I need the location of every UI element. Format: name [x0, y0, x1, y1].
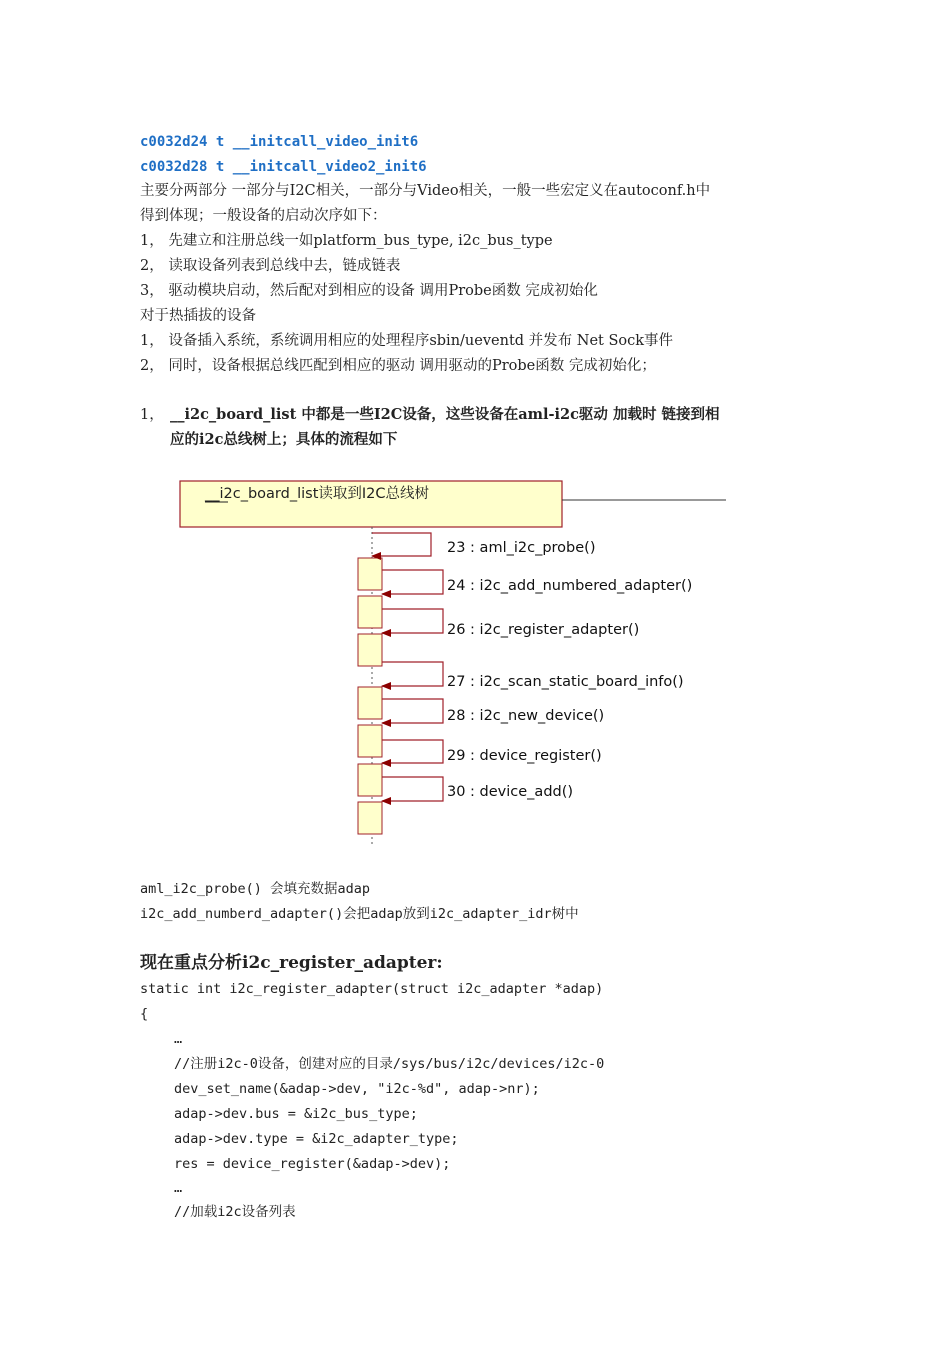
- activation-box-7: [358, 802, 382, 834]
- board-list-line-1: __i2c_board_list 中都是一些I2C设备，这些设备在aml-i2c驱动 加载时 链接到相: [170, 406, 720, 423]
- call-arrow-26: [382, 609, 443, 633]
- code-dev-set-name: dev_set_name(&adap->dev, "i2c-%d", adap->nr);: [174, 1081, 540, 1097]
- activation-box-6: [358, 764, 382, 796]
- call-arrow-30: [382, 777, 443, 801]
- code-device-register: res = device_register(&adap->dev);: [174, 1156, 451, 1172]
- board-list-number: 1，: [140, 407, 164, 423]
- step-label-30: 30 : device_add(): [447, 784, 574, 800]
- intro-line-2: 得到体现；一般设备的启动次序如下：: [140, 208, 387, 224]
- activation-box-2: [358, 596, 382, 628]
- hotplug-step-1: 1， 设备插入系统，系统调用相应的处理程序sbin/ueventd 并发布 Net Sock事件: [140, 333, 674, 349]
- startup-step-1: 1， 先建立和注册总线一如platform_bus_type, i2c_bus_type: [140, 233, 553, 249]
- activation-box-4: [358, 687, 382, 719]
- code-dev-type: adap->dev.type = &i2c_adapter_type;: [174, 1131, 459, 1147]
- call-arrow-23: [372, 533, 431, 556]
- call-arrow-28: [382, 699, 443, 723]
- analysis-heading: 现在重点分析i2c_register_adapter:: [140, 953, 443, 973]
- code-ellipsis-1: …: [174, 1031, 183, 1047]
- call-arrow-27: [382, 662, 443, 686]
- call-arrow-29: [382, 740, 443, 763]
- code-comment-load: //加载i2c设备列表: [174, 1204, 296, 1220]
- code-signature: static int i2c_register_adapter(struct i2c_adapter *adap): [140, 981, 604, 997]
- step-label-24: 24 : i2c_add_numbered_adapter(): [447, 578, 693, 594]
- startup-step-3: 3， 驱动模块启动，然后配对到相应的设备 调用Probe函数 完成初始化: [140, 283, 598, 299]
- code-comment-register: //注册i2c-0设备，创建对应的目录/sys/bus/i2c/devices/i2c-0: [174, 1056, 605, 1072]
- code-ellipsis-2: …: [174, 1180, 183, 1196]
- step-label-23: 23 : aml_i2c_probe(): [447, 540, 596, 556]
- code-open-brace: {: [140, 1006, 149, 1022]
- step-label-28: 28 : i2c_new_device(): [447, 708, 605, 724]
- initcall-line-2: c0032d28 t __initcall_video2_init6: [140, 159, 427, 175]
- diagram-title: __i2c_board_list读取到I2C总线树: [205, 486, 430, 502]
- initcall-line-1: c0032d24 t __initcall_video_init6: [140, 134, 419, 150]
- startup-step-2: 2， 读取设备列表到总线中去，链成链表: [140, 258, 401, 274]
- code-dev-bus: adap->dev.bus = &i2c_bus_type;: [174, 1106, 418, 1122]
- step-label-29: 29 : device_register(): [447, 748, 602, 764]
- board-list-line-2: 应的i2c总线树上；具体的流程如下: [170, 431, 398, 448]
- activation-box-3: [358, 634, 382, 666]
- intro-line-1: 主要分两部分 一部分与I2C相关，一部分与Video相关，一般一些宏定义在autoconf.h中: [140, 183, 711, 199]
- hotplug-title: 对于热插拔的设备: [140, 308, 256, 324]
- step-label-27: 27 : i2c_scan_static_board_info(): [447, 674, 684, 690]
- activation-box-1: [358, 558, 382, 590]
- note-numbered-adapter: i2c_add_numberd_adapter()会把adap放到i2c_adapter_idr树中: [140, 906, 579, 922]
- call-arrow-24: [382, 570, 443, 594]
- hotplug-step-2: 2， 同时，设备根据总线匹配到相应的驱动 调用驱动的Probe函数 完成初始化；: [140, 358, 656, 374]
- note-probe: aml_i2c_probe() 会填充数据adap: [140, 881, 371, 897]
- step-label-26: 26 : i2c_register_adapter(): [447, 622, 640, 638]
- activation-box-5: [358, 725, 382, 757]
